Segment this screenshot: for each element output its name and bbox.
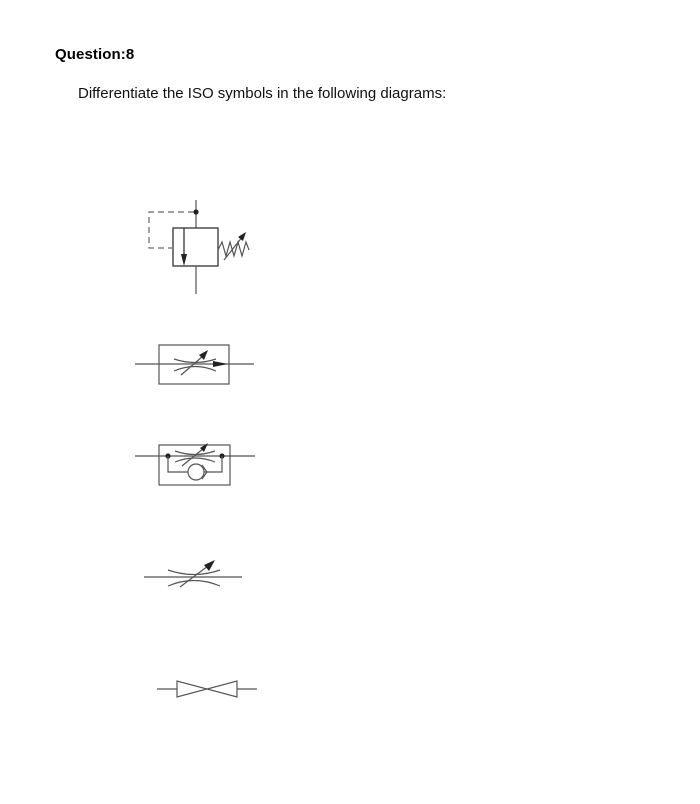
question-heading: Question:8 xyxy=(55,46,135,63)
question-prompt: Differentiate the ISO symbols in the following diagrams: xyxy=(78,85,447,102)
one-way-flow-control-valve-icon xyxy=(135,443,255,485)
pressure-relief-valve-icon xyxy=(149,200,249,294)
adjustable-flow-control-valve-enclosed-icon xyxy=(135,345,254,384)
shut-off-valve-icon xyxy=(157,681,257,697)
adjustable-throttle-valve-icon xyxy=(144,560,242,587)
